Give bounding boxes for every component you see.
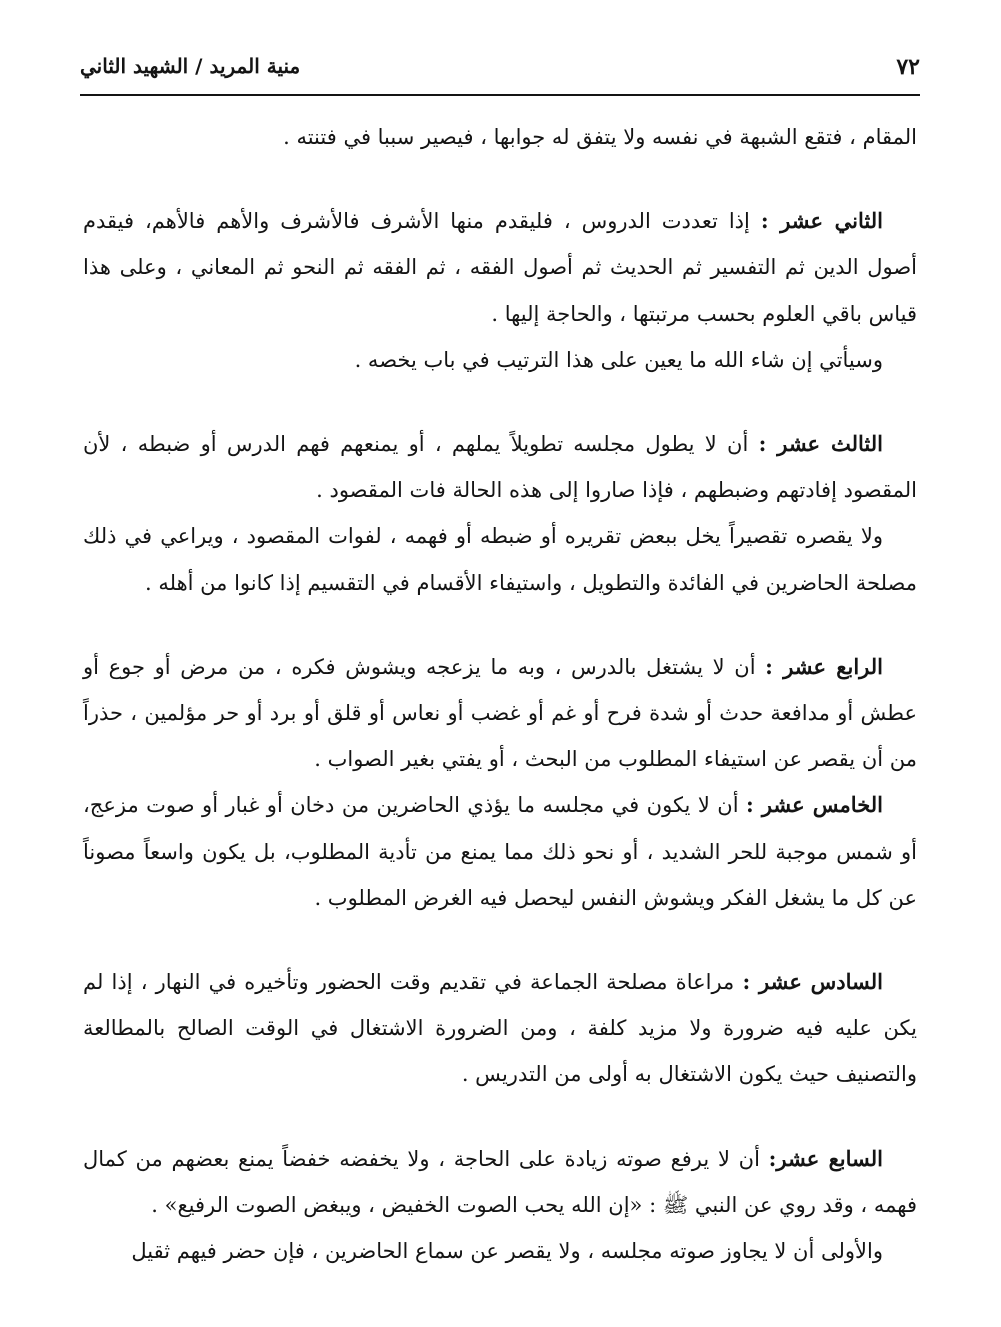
paragraph-fifteenth: [83, 782, 917, 921]
paragraph-text: مراعاة مصلحة الجماعة في تقديم وقت الحضور وتأخيره في النهار ، إذا لم يكن عليه فيه ضرورة ولا مزيد كلفة ، ومن الضرورة الاشتغال في الوقت الصالح بالمطالعة والتصنيف حيث يكون الاشتغال به أولى من التدريس .: [83, 970, 917, 1087]
paragraph-text: إذا تعددت الدروس ، فليقدم منها الأشرف فالأشرف والأهم فالأهم، فيقدم أصول الدين ثم التفسير ثم الحديث ثم أصول الفقه ، ثم الفقه ثم النحو ثم المعاني ، وعلى هذا قياس باقي العلوم بحسب مرتبتها ، والحاجة إليها .: [83, 209, 917, 326]
paragraph-heading: الثالث عشر :: [758, 431, 883, 457]
paragraph-heading: الخامس عشر :: [746, 792, 883, 818]
paragraph-twelfth: [83, 198, 917, 337]
paragraph-text: أن لا يكون في مجلسه ما يؤذي الحاضرين من دخان أو غبار أو صوت مزعج، أو شمس موجبة للحر الشديد ، أو نحو ذلك مما يمنع من تأدية المطلوب، بل يكون واسعاً مصوناً عن كل ما يشغل الفكر ويشوش النفس ليحصل فيه الغرض المطلوب .: [83, 793, 917, 910]
paragraph-sixteenth: [83, 959, 917, 1098]
paragraph-text: أن لا يشتغل بالدرس ، وبه ما يزعجه ويشوش فكره ، من مرض أو جوع أو عطش أو مدافعة حدث أو شدة فرح أو غم أو غضب أو نعاس أو قلق أو برد أو حر مؤلمين ، حذراً من أن يقصر عن استيفاء المطلوب من البحث ، أو يفتي بغير الصواب .: [83, 654, 917, 772]
paragraph-heading: السابع عشر:: [768, 1145, 883, 1171]
paragraph-text: والأولى أن لا يجاوز صوته مجلسه ، ولا يقصر عن سماع الحاضرين ، فإن حضر فيهم ثقيل: [131, 1239, 883, 1264]
paragraph-text: المقام ، فتقع الشبهة في نفسه ولا يتفق له جوابها ، فيصير سببا في فتنته .: [283, 125, 917, 149]
paragraph-twelfth-note: [83, 337, 917, 383]
paragraph-heading: الثاني عشر :: [760, 208, 883, 234]
paragraph-thirteenth: [83, 421, 917, 513]
paragraph-thirteenth-note: [83, 513, 917, 605]
paragraph-continuation: [83, 114, 917, 160]
paragraph-heading: الرابع عشر :: [765, 653, 883, 679]
page-header: [80, 52, 920, 92]
paragraph-fourteenth: [83, 644, 917, 783]
body-text: [83, 114, 917, 1274]
paragraph-seventeenth: [83, 1136, 917, 1228]
paragraph-seventeenth-note: [83, 1228, 917, 1274]
header-rule: [80, 94, 920, 96]
paragraph-text: أن لا يرفع صوته زيادة على الحاجة ، ولا يخفضه خفضاً يمنع بعضهم من كمال فهمه ، وقد روي عن النبي ﷺ : «إن الله يحب الصوت الخفيض ، ويبغض الصوت الرفيع» .: [83, 1146, 917, 1217]
paragraph-text: أن لا يطول مجلسه تطويلاً يملهم ، أو يمنعهم فهم الدرس أو ضبطه ، لأن المقصود إفادتهم وضبطهم ، فإذا صاروا إلى هذه الحالة فات المقصود .: [83, 432, 917, 503]
paragraph-heading: السادس عشر :: [742, 969, 883, 995]
paragraph-text: ولا يقصره تقصيراً يخل ببعض تقريره أو ضبطه أو فهمه ، لفوات المقصود ، ويراعي في ذلك مصلحة الحاضرين في الفائدة والتطويل ، واستيفاء الأقسام في التقسيم إذا كانوا من أهله .: [83, 524, 917, 595]
paragraph-text: وسيأتي إن شاء الله ما يعين على هذا الترتيب في باب يخصه .: [354, 347, 883, 372]
running-title: منية المريد / الشهيد الثاني: [80, 54, 301, 78]
page-number: ٧٢: [896, 54, 920, 80]
